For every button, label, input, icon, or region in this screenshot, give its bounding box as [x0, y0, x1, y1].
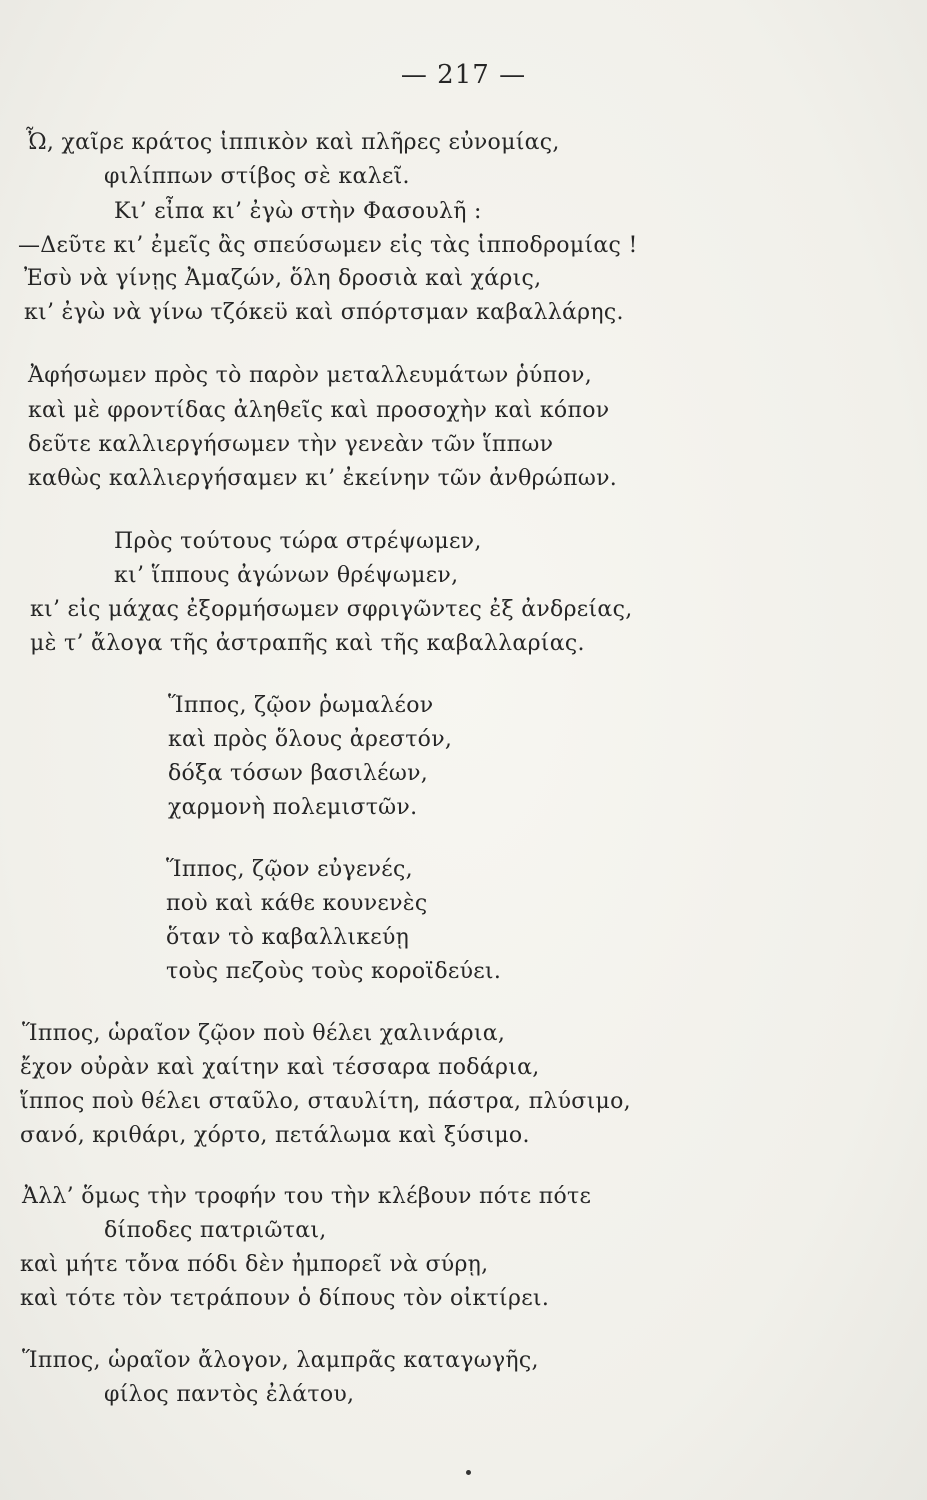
verse-line: καὶ μήτε τὄνα πόδι δὲν ἠμπορεῖ νὰ σύρῃ, — [20, 1252, 489, 1277]
verse-line: Πρὸς τούτους τώρα στρέψωμεν, — [114, 529, 482, 554]
verse-line: Ἀλλ’ ὅμως τὴν τροφήν του τὴν κλέβουν πότε πότε — [22, 1184, 592, 1209]
verse-line: Ἐσὺ νὰ γίνῃς Ἀμαζών, ὅλη δροσιὰ καὶ χάρις, — [24, 266, 542, 291]
verse-line: Ἵππος, ζῷον ῥωμαλέον — [168, 693, 434, 718]
verse-line: καὶ μὲ φροντίδας ἀληθεῖς καὶ προσοχὴν καὶ κόπον — [28, 398, 610, 423]
page-number: — 217 — — [400, 60, 527, 90]
verse-line: φίλος παντὸς ἐλάτου, — [104, 1382, 355, 1407]
verse-line: Ἵππος, ὡραῖον ἄλογον, λαμπρᾶς καταγωγῆς, — [22, 1348, 539, 1373]
verse-line: δίποδες πατριῶται, — [104, 1218, 327, 1243]
verse-line: Κι’ εἶπα κι’ ἐγὼ στὴν Φασουλῆ : — [114, 199, 482, 224]
verse-line: μὲ τ’ ἄλογα τῆς ἀστραπῆς καὶ τῆς καβαλλαρίας. — [30, 631, 585, 656]
verse-line: ὅταν τὸ καβαλλικεύῃ — [166, 925, 410, 950]
verse-line: —Δεῦτε κι’ ἐμεῖς ἂς σπεύσωμεν εἰς τὰς ἱπποδρομίας ! — [18, 233, 638, 258]
verse-line: Ἵππος, ζῷον εὐγενές, — [166, 857, 413, 882]
verse-line: δεῦτε καλλιεργήσωμεν τὴν γενεὰν τῶν ἵππων — [28, 432, 554, 457]
verse-line: καὶ πρὸς ὅλους ἀρεστόν, — [168, 727, 453, 752]
verse-line: σανό, κριθάρι, χόρτο, πετάλωμα καὶ ξύσιμο. — [20, 1123, 530, 1148]
verse-line: κι’ ἵππους ἀγώνων θρέψωμεν, — [114, 563, 459, 588]
verse-line: τοὺς πεζοὺς τοὺς κοροϊδεύει. — [166, 959, 502, 984]
verse-line: κι’ εἰς μάχας ἐξορμήσωμεν σφριγῶντες ἐξ ἀνδρείας, — [30, 597, 633, 622]
verse-line: ἔχον οὐρὰν καὶ χαίτην καὶ τέσσαρα ποδάρια, — [20, 1055, 540, 1080]
verse-line: φιλίππων στίβος σὲ καλεῖ. — [104, 164, 410, 189]
verse-line: Ἀφήσωμεν πρὸς τὸ παρὸν μεταλλευμάτων ῥύπον, — [28, 363, 593, 388]
verse-line: κι’ ἐγὼ νὰ γίνω τζόκεϋ καὶ σπόρτσμαν καβαλλάρης. — [24, 300, 624, 325]
verse-line: ἵππος ποὺ θέλει σταῦλο, σταυλίτη, πάστρα, πλύσιμο, — [20, 1089, 631, 1114]
verse-line: καὶ τότε τὸν τετράπουν ὁ δίπους τὸν οἰκτίρει. — [20, 1286, 550, 1311]
verse-line: Ὦ, χαῖρε κράτος ἱππικὸν καὶ πλῆρες εὐνομίας, — [26, 130, 560, 155]
ink-speck — [466, 1470, 471, 1475]
verse-line: δόξα τόσων βασιλέων, — [168, 761, 429, 786]
verse-line: Ἵππος, ὡραῖον ζῷον ποὺ θέλει χαλινάρια, — [22, 1021, 506, 1046]
verse-line: ποὺ καὶ κάθε κουνενὲς — [166, 891, 428, 916]
verse-line: καθὼς καλλιεργήσαμεν κι’ ἐκείνην τῶν ἀνθρώπων. — [28, 466, 618, 491]
verse-line: χαρμονὴ πολεμιστῶν. — [168, 795, 418, 820]
